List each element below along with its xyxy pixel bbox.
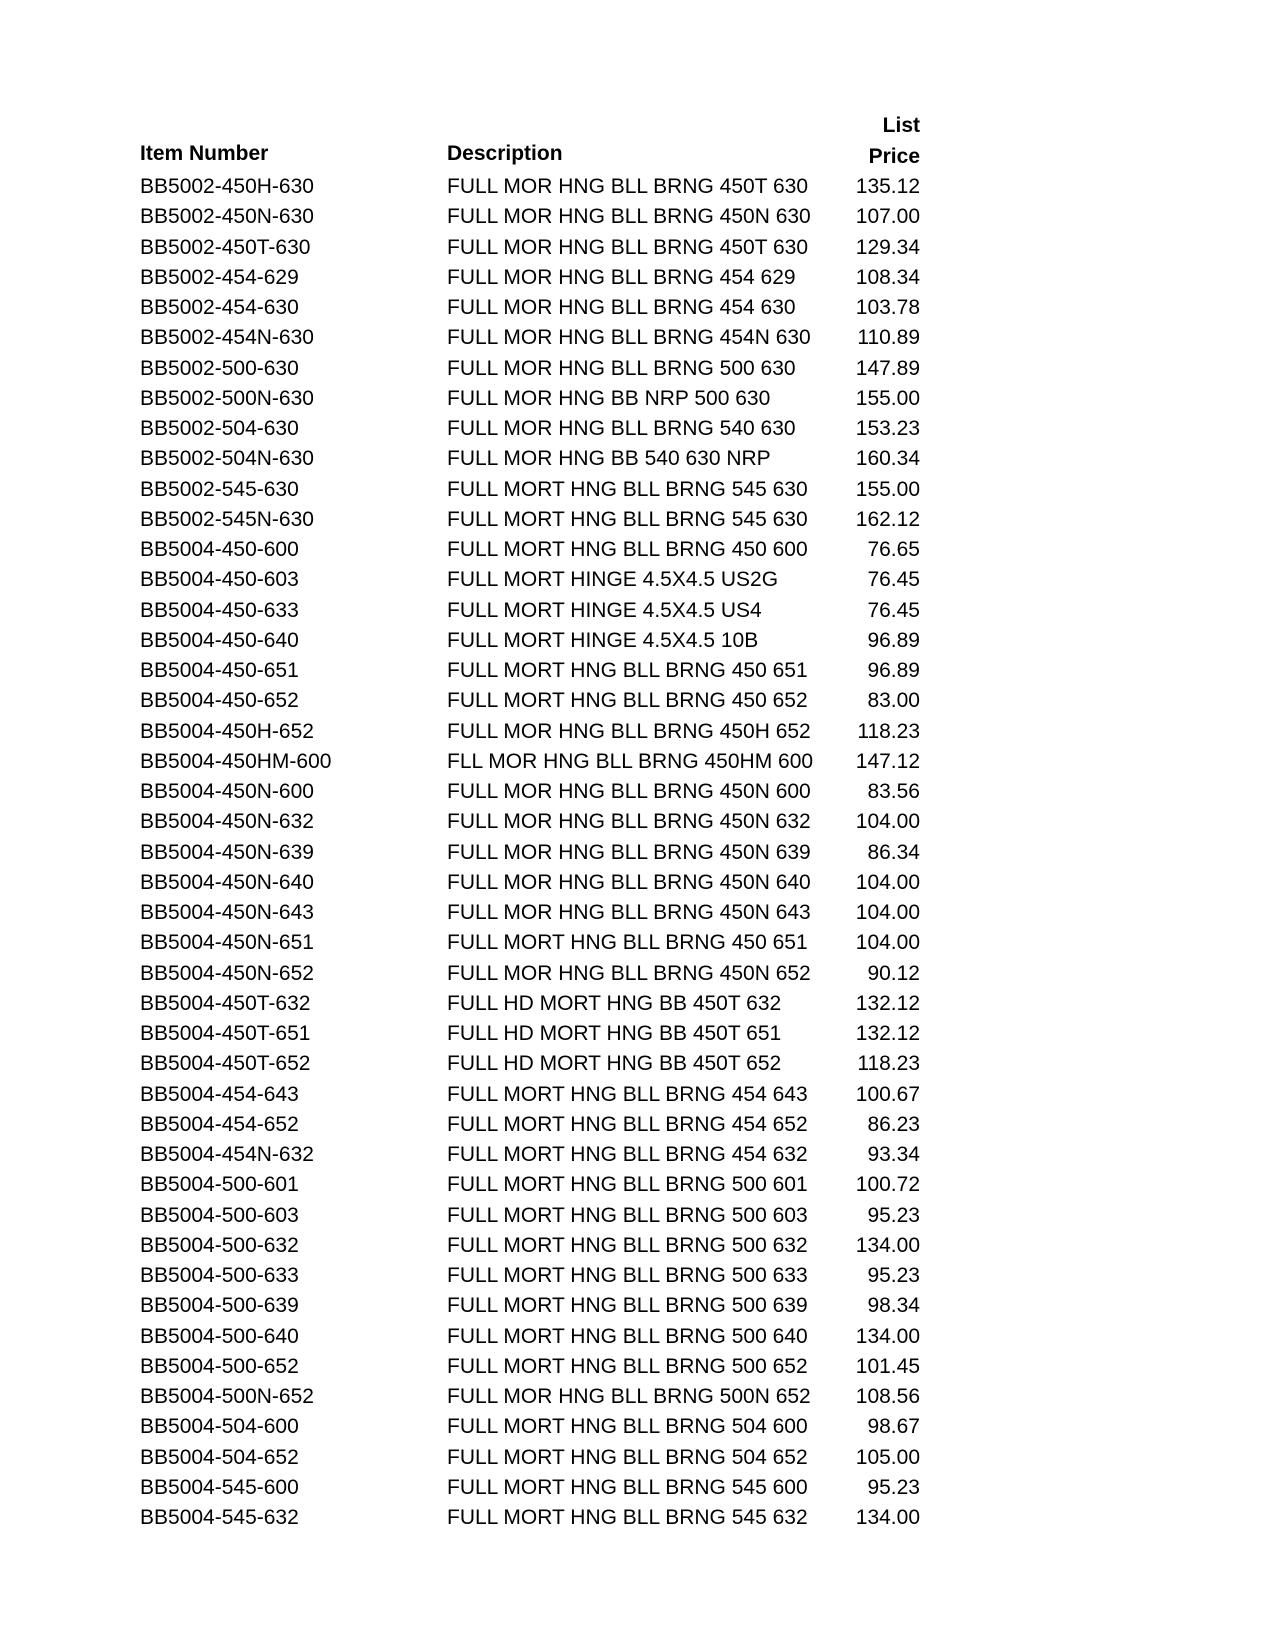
cell-item-number: BB5004-504-652 xyxy=(140,1445,299,1469)
table-row xyxy=(140,928,920,958)
table-row xyxy=(140,263,920,293)
table-row xyxy=(140,868,920,898)
table-row xyxy=(140,898,920,928)
cell-list-price: 90.12 xyxy=(867,961,920,985)
table-row xyxy=(140,1170,920,1200)
cell-description: FULL MORT HNG BLL BRNG 454 632 xyxy=(447,1143,808,1166)
cell-list-price: 147.89 xyxy=(855,356,920,380)
cell-item-number: BB5004-450N-643 xyxy=(140,901,314,924)
cell-item-number: BB5004-504-600 xyxy=(140,1415,299,1439)
header-list-price-line2: Price xyxy=(868,145,920,168)
table-row xyxy=(140,1261,920,1291)
table-row xyxy=(140,233,920,263)
table-row xyxy=(140,1231,920,1261)
cell-item-number: BB5004-454-652 xyxy=(140,1112,299,1136)
table-row xyxy=(140,1352,920,1382)
table-row xyxy=(140,1503,920,1533)
cell-list-price: 95.23 xyxy=(867,1475,920,1499)
cell-description: FULL MOR HNG BLL BRNG 540 630 xyxy=(447,417,796,440)
cell-item-number: BB5004-450-600 xyxy=(140,538,299,561)
cell-item-number: BB5004-450T-632 xyxy=(140,991,311,1015)
cell-item-number: BB5004-450T-651 xyxy=(140,1022,311,1045)
cell-description: FULL MORT HNG BLL BRNG 454 652 xyxy=(447,1112,808,1136)
table-row xyxy=(140,293,920,323)
cell-item-number: BB5004-450HM-600 xyxy=(140,749,332,773)
cell-list-price: 134.00 xyxy=(855,1506,920,1529)
cell-item-number: BB5004-500-640 xyxy=(140,1324,299,1348)
cell-item-number: BB5004-450N-652 xyxy=(140,961,314,985)
cell-item-number: BB5004-450H-652 xyxy=(140,719,314,743)
cell-item-number: BB5004-450-603 xyxy=(140,568,299,592)
cell-description: FULL MOR HNG BLL BRNG 450N 630 xyxy=(447,205,811,229)
cell-description: FULL MORT HNG BLL BRNG 450 651 xyxy=(447,931,808,955)
cell-item-number: BB5002-500-630 xyxy=(140,356,299,380)
cell-description: FULL MOR HNG BLL BRNG 450H 652 xyxy=(447,719,811,743)
cell-description: FULL MORT HINGE 4.5X4.5 10B xyxy=(447,628,759,652)
cell-list-price: 162.12 xyxy=(855,507,920,531)
cell-item-number: BB5002-545-630 xyxy=(140,477,299,501)
cell-item-number: BB5002-450T-630 xyxy=(140,235,311,259)
cell-list-price: 98.34 xyxy=(867,1294,920,1318)
cell-item-number: BB5004-500-639 xyxy=(140,1294,299,1318)
cell-description: FULL MORT HNG BLL BRNG 500 601 xyxy=(447,1173,808,1197)
cell-description: FULL MORT HINGE 4.5X4.5 US2G xyxy=(447,568,779,592)
cell-description: FULL MORT HNG BLL BRNG 500 632 xyxy=(447,1233,808,1257)
table-row xyxy=(140,1291,920,1321)
cell-item-number: BB5004-450-651 xyxy=(140,659,299,682)
cell-description: FULL MORT HNG BLL BRNG 504 652 xyxy=(447,1445,808,1469)
table-row xyxy=(140,172,920,202)
cell-list-price: 95.23 xyxy=(867,1264,920,1287)
cell-description: FULL MOR HNG BLL BRNG 450N 640 xyxy=(447,870,811,894)
cell-description: FULL MORT HNG BLL BRNG 545 632 xyxy=(447,1506,808,1529)
table-row xyxy=(140,807,920,837)
cell-item-number: BB5004-545-632 xyxy=(140,1506,299,1529)
cell-list-price: 76.45 xyxy=(867,568,920,592)
header-item-number: Item Number xyxy=(140,142,269,165)
cell-description: FULL MORT HNG BLL BRNG 450 651 xyxy=(447,659,808,682)
cell-item-number: BB5004-450-652 xyxy=(140,689,299,713)
cell-list-price: 104.00 xyxy=(855,931,920,955)
table-row xyxy=(140,1443,920,1473)
table-row xyxy=(140,656,920,686)
table-row xyxy=(140,384,920,414)
table-row xyxy=(140,1019,920,1049)
table-row xyxy=(140,354,920,384)
cell-description: FULL MOR HNG BLL BRNG 450N 632 xyxy=(447,810,811,834)
cell-list-price: 104.00 xyxy=(855,810,920,834)
cell-list-price: 76.45 xyxy=(867,598,920,622)
table-row xyxy=(140,1201,920,1231)
table-row xyxy=(140,414,920,444)
cell-item-number: BB5004-454-643 xyxy=(140,1082,299,1106)
cell-list-price: 86.23 xyxy=(867,1112,920,1136)
cell-list-price: 83.56 xyxy=(867,780,920,803)
cell-description: FULL MOR HNG BLL BRNG 500 630 xyxy=(447,356,796,380)
cell-description: FULL MOR HNG BLL BRNG 450N 600 xyxy=(447,780,811,803)
cell-list-price: 118.23 xyxy=(857,1052,920,1076)
cell-item-number: BB5004-500-632 xyxy=(140,1233,299,1257)
cell-list-price: 96.89 xyxy=(867,628,920,652)
cell-list-price: 100.72 xyxy=(855,1173,920,1197)
cell-item-number: BB5002-454-630 xyxy=(140,296,299,319)
cell-description: FULL MOR HNG BB 540 630 NRP xyxy=(447,447,771,471)
cell-list-price: 83.00 xyxy=(867,689,920,713)
table-row xyxy=(140,1473,920,1503)
table-row xyxy=(140,1140,920,1170)
cell-list-price: 147.12 xyxy=(855,749,920,773)
table-row xyxy=(140,505,920,535)
cell-description: FULL MORT HINGE 4.5X4.5 US4 xyxy=(447,598,762,622)
cell-list-price: 76.65 xyxy=(867,538,920,561)
cell-item-number: BB5002-504-630 xyxy=(140,417,299,440)
cell-list-price: 108.56 xyxy=(855,1385,920,1408)
cell-description: FULL MORT HNG BLL BRNG 450 652 xyxy=(447,689,808,713)
cell-description: FULL MORT HNG BLL BRNG 545 630 xyxy=(447,477,808,501)
table-row xyxy=(140,686,920,716)
cell-item-number: BB5002-504N-630 xyxy=(140,447,314,471)
cell-description: FLL MOR HNG BLL BRNG 450HM 600 xyxy=(447,749,814,773)
table-row xyxy=(140,989,920,1019)
table-row xyxy=(140,1049,920,1079)
cell-description: FULL MOR HNG BLL BRNG 450T 630 xyxy=(447,175,809,198)
cell-list-price: 104.00 xyxy=(855,901,920,924)
header-list-price-line1: List xyxy=(882,114,920,137)
cell-description: FULL MORT HNG BLL BRNG 500 652 xyxy=(447,1354,808,1378)
cell-description: FULL MOR HNG BLL BRNG 450T 630 xyxy=(447,235,809,259)
table-row xyxy=(140,626,920,656)
table-row xyxy=(140,535,920,565)
table-row xyxy=(140,1322,920,1352)
cell-item-number: BB5004-500N-652 xyxy=(140,1385,314,1408)
cell-description: FULL HD MORT HNG BB 450T 652 xyxy=(447,1052,782,1076)
table-row xyxy=(140,1080,920,1110)
cell-item-number: BB5004-500-633 xyxy=(140,1264,299,1287)
table-row xyxy=(140,475,920,505)
table-header xyxy=(140,110,920,172)
cell-item-number: BB5004-500-652 xyxy=(140,1354,299,1378)
table-row xyxy=(140,1412,920,1442)
cell-item-number: BB5002-454-629 xyxy=(140,265,299,289)
table-row xyxy=(140,838,920,868)
cell-item-number: BB5004-450N-632 xyxy=(140,810,314,834)
cell-description: FULL MORT HNG BLL BRNG 500 603 xyxy=(447,1203,808,1227)
cell-description: FULL MORT HNG BLL BRNG 545 630 xyxy=(447,507,808,531)
cell-item-number: BB5002-450N-630 xyxy=(140,205,314,229)
cell-description: FULL HD MORT HNG BB 450T 632 xyxy=(447,991,782,1015)
cell-list-price: 132.12 xyxy=(855,991,920,1015)
cell-description: FULL HD MORT HNG BB 450T 651 xyxy=(447,1022,782,1045)
cell-description: FULL MORT HNG BLL BRNG 450 600 xyxy=(447,538,808,561)
cell-list-price: 105.00 xyxy=(855,1445,920,1469)
cell-description: FULL MORT HNG BLL BRNG 500 633 xyxy=(447,1264,808,1287)
cell-list-price: 160.34 xyxy=(855,447,920,471)
table-row xyxy=(140,444,920,474)
cell-description: FULL MOR HNG BLL BRNG 450N 643 xyxy=(447,901,811,924)
cell-item-number: BB5004-500-601 xyxy=(140,1173,299,1197)
table-row xyxy=(140,565,920,595)
cell-description: FULL MORT HNG BLL BRNG 500 640 xyxy=(447,1324,808,1348)
cell-description: FULL MOR HNG BLL BRNG 454N 630 xyxy=(447,326,811,350)
cell-item-number: BB5002-500N-630 xyxy=(140,386,314,410)
cell-description: FULL MORT HNG BLL BRNG 545 600 xyxy=(447,1475,808,1499)
table-row xyxy=(140,717,920,747)
cell-item-number: BB5004-450T-652 xyxy=(140,1052,311,1076)
cell-list-price: 129.34 xyxy=(855,235,920,259)
cell-list-price: 103.78 xyxy=(855,296,920,319)
cell-description: FULL MORT HNG BLL BRNG 504 600 xyxy=(447,1415,808,1439)
table-row xyxy=(140,1382,920,1412)
price-list-sheet xyxy=(140,110,920,1533)
cell-item-number: BB5004-454N-632 xyxy=(140,1143,314,1166)
table-row xyxy=(140,202,920,232)
cell-list-price: 93.34 xyxy=(867,1143,920,1166)
cell-description: FULL MOR HNG BLL BRNG 500N 652 xyxy=(447,1385,811,1408)
cell-list-price: 155.00 xyxy=(855,386,920,410)
cell-list-price: 153.23 xyxy=(855,417,920,440)
cell-description: FULL MORT HNG BLL BRNG 500 639 xyxy=(447,1294,808,1318)
cell-list-price: 134.00 xyxy=(855,1233,920,1257)
cell-list-price: 107.00 xyxy=(855,205,920,229)
cell-list-price: 155.00 xyxy=(855,477,920,501)
cell-list-price: 135.12 xyxy=(855,175,920,198)
cell-item-number: BB5004-450-640 xyxy=(140,628,299,652)
cell-item-number: BB5004-450N-651 xyxy=(140,931,314,955)
header-description: Description xyxy=(447,142,563,165)
cell-item-number: BB5004-545-600 xyxy=(140,1475,299,1499)
cell-description: FULL MORT HNG BLL BRNG 454 643 xyxy=(447,1082,808,1106)
table-row xyxy=(140,596,920,626)
cell-description: FULL MOR HNG BLL BRNG 454 629 xyxy=(447,265,796,289)
cell-list-price: 134.00 xyxy=(855,1324,920,1348)
cell-list-price: 104.00 xyxy=(855,870,920,894)
cell-list-price: 118.23 xyxy=(857,719,920,743)
cell-description: FULL MOR HNG BLL BRNG 450N 652 xyxy=(447,961,811,985)
table-body xyxy=(140,172,920,1533)
cell-description: FULL MOR HNG BB NRP 500 630 xyxy=(447,386,771,410)
table-row xyxy=(140,959,920,989)
cell-list-price: 101.45 xyxy=(855,1354,920,1378)
cell-item-number: BB5004-450N-639 xyxy=(140,840,314,864)
cell-item-number: BB5002-454N-630 xyxy=(140,326,314,350)
cell-list-price: 100.67 xyxy=(855,1082,920,1106)
cell-item-number: BB5002-450H-630 xyxy=(140,175,314,198)
table-row xyxy=(140,323,920,353)
cell-description: FULL MOR HNG BLL BRNG 454 630 xyxy=(447,296,796,319)
table-row xyxy=(140,747,920,777)
cell-list-price: 86.34 xyxy=(867,840,920,864)
cell-list-price: 132.12 xyxy=(855,1022,920,1045)
cell-list-price: 96.89 xyxy=(867,659,920,682)
cell-list-price: 108.34 xyxy=(855,265,920,289)
cell-list-price: 95.23 xyxy=(867,1203,920,1227)
header-list-price xyxy=(869,110,920,172)
cell-list-price: 98.67 xyxy=(867,1415,920,1439)
cell-item-number: BB5004-450N-600 xyxy=(140,780,314,803)
cell-item-number: BB5004-500-603 xyxy=(140,1203,299,1227)
table-row xyxy=(140,777,920,807)
table-row xyxy=(140,1110,920,1140)
cell-item-number: BB5004-450N-640 xyxy=(140,870,314,894)
cell-item-number: BB5004-450-633 xyxy=(140,598,299,622)
cell-description: FULL MOR HNG BLL BRNG 450N 639 xyxy=(447,840,811,864)
cell-item-number: BB5002-545N-630 xyxy=(140,507,314,531)
cell-list-price: 110.89 xyxy=(857,326,920,350)
